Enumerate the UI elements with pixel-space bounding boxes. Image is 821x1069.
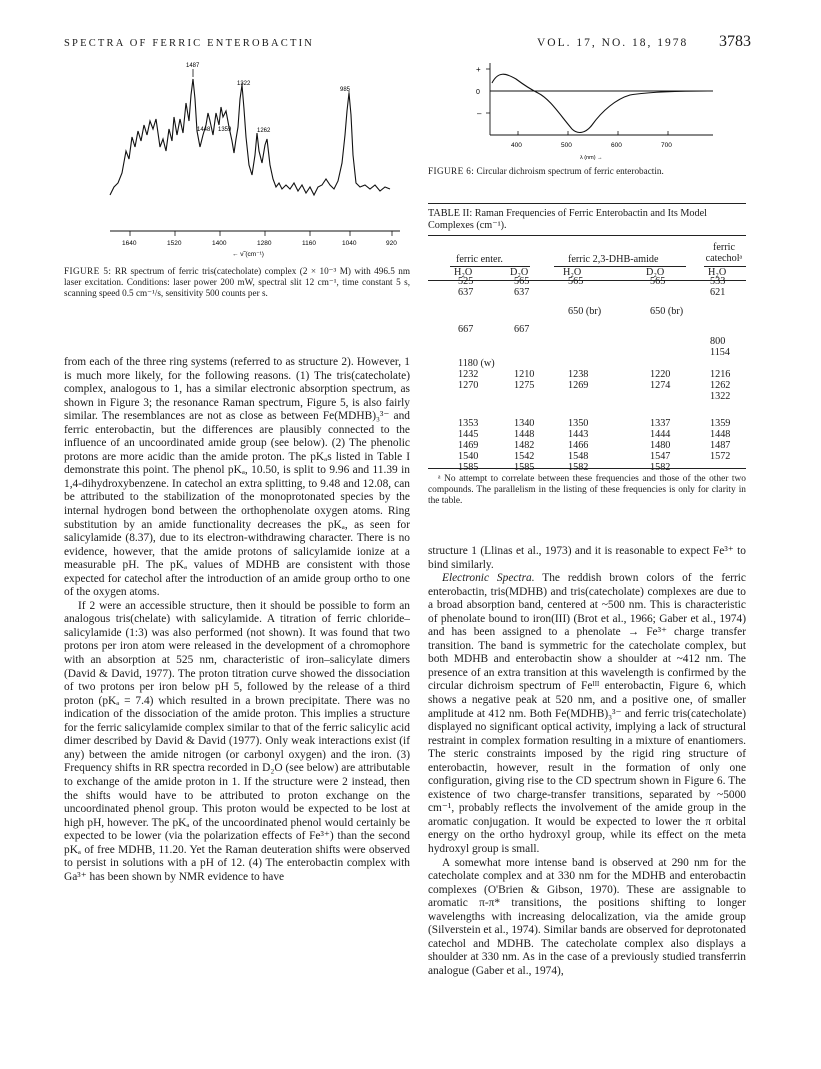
group-header-dhb-amide: ferric 2,3-DHB-amide (568, 254, 659, 265)
sub-header-enter-d2o: D₂O (510, 267, 529, 278)
table-cell: 1448 (710, 429, 731, 440)
table-cell: 1269 (568, 380, 589, 391)
table-cell: 637 (458, 287, 474, 298)
table-cell: 1480 (650, 440, 671, 451)
table-cell: 1275 (514, 380, 535, 391)
table-cell: 1216 (710, 369, 731, 380)
table-cell: 1340 (514, 418, 535, 429)
table-cell: 1262 (710, 380, 731, 391)
table-cell: 637 (514, 287, 530, 298)
x-tick-400: 400 (511, 142, 522, 149)
x-tick-1640: 1640 (122, 240, 137, 247)
table-cell: 1572 (710, 451, 731, 462)
table-cell: 565 (650, 276, 666, 287)
left-paragraph-1: from each of the three ring systems (referred to as structure 2). However, 1 is much more likely, for the following reasons. (1) The tris(catecholate) complex, analogous to 1, has a similar electronic absorption spectrum, as shown in Figure 3; the resonance Raman spectrum, Figure 5, is also fairly similar. The resemblances are not as close as between Fe(MDHB)₃³⁻ and ferric enterobactin, but the differences are plausibly connected to the influence of an uncoordinated amide group (see below). (2) The phenolic protons are more acidic than the amide proton. The pKₐs listed in Table I demonstrate this point. The phenol pKₐ, 10.50, is split to 9.96 and 11.39 in 1,4-dihydroxybenzene. In catechol an extra splitting, to 9.48 and 12.08, can be attributed to the stabilization of the monoprotonated species by the internal hydrogen bond between the orthophenolate oxygen atoms. Ring substitution by an amide functionality decreases the pKₐ, as seen for salicylamide (8.37), due to its electron-withdrawing character. There is no evidence, however, that the amide protons of salicylamide ionize at a measurable pH. The pKₐ values of MDHB are consistent with those expected for catechol after the introduction of an amide group ortho to one of the oxygen atoms. (64, 356, 410, 599)
table-cell: 1350 (568, 418, 589, 429)
table-cell: 533 (710, 276, 726, 287)
table-cell: 1540 (458, 451, 479, 462)
figure6-caption-label: FIGURE 6: (428, 166, 475, 176)
left-paragraph-2: If 2 were an accessible structure, then it should be possible to form an analogous tris(chelate) with salicylamide. A titration of ferric chloride–salicylamide (1:3) was also performed (not shown). It was found that two protons per iron atom were released in the development of a chromophore with an absorption at 525 nm, characteristic of iron–salicylate dimers (David & David, 1977). The proton titration curve showed the dissociation of two protons per iron below pH 5, followed by the release of a third proton (pKₐ = 7.4) which resulted in a brown precipitate. There was no indication of the dissociation of the amide proton. This implies a structure for the ferric salicylamide complex similar to that of the ferric salicylic acid dimer described by David & David (1977). Only weak interactions exist (if any) between the amide nitrogen (or carbonyl oxygen) and the iron. (3) Frequency shifts in RR spectra recorded in D₂O (see below) are attributable to exchange of the amide proton in 1. If the structure were 2 instead, then the shifts would have to be attributed to proton exchange on the uncoordinated phenol group. This proton would be expected to be lost at high pH, however. The pKₐ of the uncoordinated phenol would certainly be expected to be lower (via the polarization effects of Fe³⁺) than the second pKₐ of free MDHB, 11.20. Yet the Raman deuteration shifts were observed to persist in solutions with a pH of 12. (4) The enterobactin complex with Ga³⁺ has been shown by NMR evidence to have (64, 599, 410, 883)
table-cell: 1585 (458, 462, 479, 473)
table2-title (428, 208, 746, 232)
x-tick-500: 500 (561, 142, 572, 149)
peak-label-1359: 1359 (218, 127, 232, 133)
table-cell: 1582 (568, 462, 589, 473)
page-number: 3783 (719, 33, 751, 50)
table-cell: 1359 (710, 418, 731, 429)
table-cell: 1482 (514, 440, 535, 451)
table-cell: 1443 (568, 429, 589, 440)
table-cell: 1238 (568, 369, 589, 380)
x-tick-920: 920 (386, 240, 397, 247)
right-paragraph-1: structure 1 (Llinas et al., 1973) and it is reasonable to expect Fe³⁺ to bind similarly. (428, 545, 746, 571)
cd-trace (492, 74, 708, 132)
peak-label-1322: 1322 (237, 81, 251, 87)
table-cell: 565 (568, 276, 584, 287)
table-cell: 1487 (710, 440, 731, 451)
right-paragraph-2-text: The reddish brown colors of the ferric enterobactin, tris(MDHB) and tris(catecholate) complexes are due to a broad absorption band, centered at ~500 nm. This is characteristic of phenolate bound to iron(III) (Brot et al., 1966; Gaber et al., 1974) and has been assigned to a phenolate → Fe³⁺ charge transfer transition. The band is symmetric for the catecholate complex, but both MDHB and enterobactin show a shoulder at ~412 nm. The presence of an extra transition at this wavelength is confirmed by the circular dichroism spectrum of Feᴵᴵᴵ enterobactin, Figure 6, which shows a negative peak at 520 nm, and a positive one, of smaller amplitude at 412 nm. Both Fe(MDHB)₃³⁻ and ferric tris(catecholate) displayed no significant optical activity, implying a lack of structural restraint in complex formation resulting in a mixture of enantiomers. The steric constraints imposed by the rigid ring structure of enterobactin, however, result in the formation of only one configuration, giving rise to the CD spectrum shown in Figure 6. The existence of two charge-transfer transitions, separated by ~5000 cm⁻¹, probably reflects the involvement of the amide group in the aromatic conjugation. It would be expected to lower the π orbital energy on the ortho hydroxyl group, while its effect on the meta hydroxyl group is small. (428, 572, 746, 856)
figure6-caption (428, 166, 748, 177)
x-tick-1040: 1040 (342, 240, 357, 247)
peak-label-1487: 1487 (186, 63, 200, 69)
x-tick-1160: 1160 (302, 240, 316, 247)
table2-body (428, 238, 746, 478)
table-cell: 1180 (w) (458, 358, 495, 369)
table-cell: 1548 (568, 451, 589, 462)
table-cell: 1448 (514, 429, 535, 440)
table-cell: 1542 (514, 451, 535, 462)
table-cell: 1274 (650, 380, 671, 391)
x-axis-label: λ (nm) → (580, 155, 603, 161)
section-heading-electronic-spectra: Electronic Spectra. (442, 572, 535, 585)
y-label-minus: – (477, 109, 482, 118)
peak-label-1448: 1448 (197, 127, 211, 133)
table-cell: 650 (br) (568, 306, 602, 317)
group-header-enterobactin: ferric enter. (456, 254, 503, 265)
peak-label-985: 985 (340, 87, 351, 93)
table-cell: 650 (br) (650, 306, 684, 317)
table-cell: 621 (710, 287, 726, 298)
table-cell: 1469 (458, 440, 479, 451)
table-cell: 1232 (458, 369, 479, 380)
table-cell: 1337 (650, 418, 671, 429)
figure6-caption-text: Circular dichroism spectrum of ferric enterobactin. (476, 166, 664, 176)
sub-header-amide-h2o: H₂O (563, 267, 582, 278)
x-tick-600: 600 (611, 142, 622, 149)
table-cell: 1547 (650, 451, 671, 462)
table2-footnote: ᵃ No attempt to correlate between these frequencies and those of the other two compounds. The parallelism in the listing of these frequencies is only for clarity in the table. (428, 474, 746, 506)
table2-title-text: Raman Frequencies of Ferric Enterobactin and Its Model Complexes (cm⁻¹). (428, 208, 707, 231)
table-cell: 1210 (514, 369, 535, 380)
left-column-text (64, 356, 410, 884)
table-cell: 525 (458, 276, 474, 287)
x-axis-label: ← ν̃ (cm⁻¹) (232, 251, 264, 258)
figure5-caption-label: FIGURE 5: (64, 266, 112, 276)
table-cell: 1585 (514, 462, 535, 473)
table-cell: 800 (710, 336, 726, 347)
figure5-caption-text: RR spectrum of ferric tris(catecholate) complex (2 × 10⁻³ M) with 496.5 nm laser excitation. Conditions: laser power 200 mW, spectral slit 12 cm⁻¹, time constant 5 s, scanning speed 0.5 cm⁻¹/s, sensitivity 500 counts per s. (64, 266, 410, 298)
table2-title-label: TABLE II: (428, 208, 473, 219)
figure5-caption (64, 266, 410, 299)
right-paragraph-2 (428, 572, 746, 856)
table-cell: 1220 (650, 369, 671, 380)
x-tick-700: 700 (661, 142, 672, 149)
volume-info: VOL. 17, NO. 18, 1978 (537, 37, 689, 49)
x-tick-1280: 1280 (257, 240, 272, 247)
table-cell: 1445 (458, 429, 479, 440)
peak-label-1262: 1262 (257, 128, 271, 134)
group-header-catechol: ferric catecholᵃ (705, 242, 743, 265)
table-cell: 667 (514, 324, 530, 335)
figure5-raman-spectrum (100, 55, 410, 265)
table-cell: 667 (458, 324, 474, 335)
right-column-text (428, 545, 746, 979)
table-cell: 1270 (458, 380, 479, 391)
table-cell: 1353 (458, 418, 479, 429)
table-cell: 1154 (710, 347, 730, 358)
sub-header-enter-h2o: H₂O (454, 267, 473, 278)
y-label-zero: 0 (476, 89, 480, 96)
sub-header-catechol-h2o: H₂O (708, 267, 727, 278)
table-cell: 1444 (650, 429, 671, 440)
raman-trace (110, 79, 390, 195)
y-label-plus: + (476, 65, 481, 74)
table-cell: 1322 (710, 391, 731, 402)
running-title: SPECTRA OF FERRIC ENTEROBACTIN (64, 38, 315, 49)
sub-header-amide-d2o: D₂O (646, 267, 665, 278)
table-cell: 565 (514, 276, 530, 287)
right-paragraph-3: A somewhat more intense band is observed at 290 nm for the catecholate complex and at 330 nm for the MDHB and enterobactin complexes (O'Brien & Gibson, 1970). These are assignable to aromatic π-π* transitions, the positions shifting to longer wavelengths with increasing delocalization, via the amide group (Silverstein et al., 1974). Similar bands are observed for deprotonated catechol and MDHB. The catecholate complex also displays a shoulder at 330 nm. As in the case of a previously studied transferrin analogue (Gaber et al., 1974), (428, 856, 746, 977)
figure6-cd-spectrum (468, 55, 723, 165)
table-cell: 1582 (650, 462, 671, 473)
x-tick-1520: 1520 (167, 240, 182, 247)
x-tick-1400: 1400 (212, 240, 227, 247)
table-cell: 1466 (568, 440, 589, 451)
